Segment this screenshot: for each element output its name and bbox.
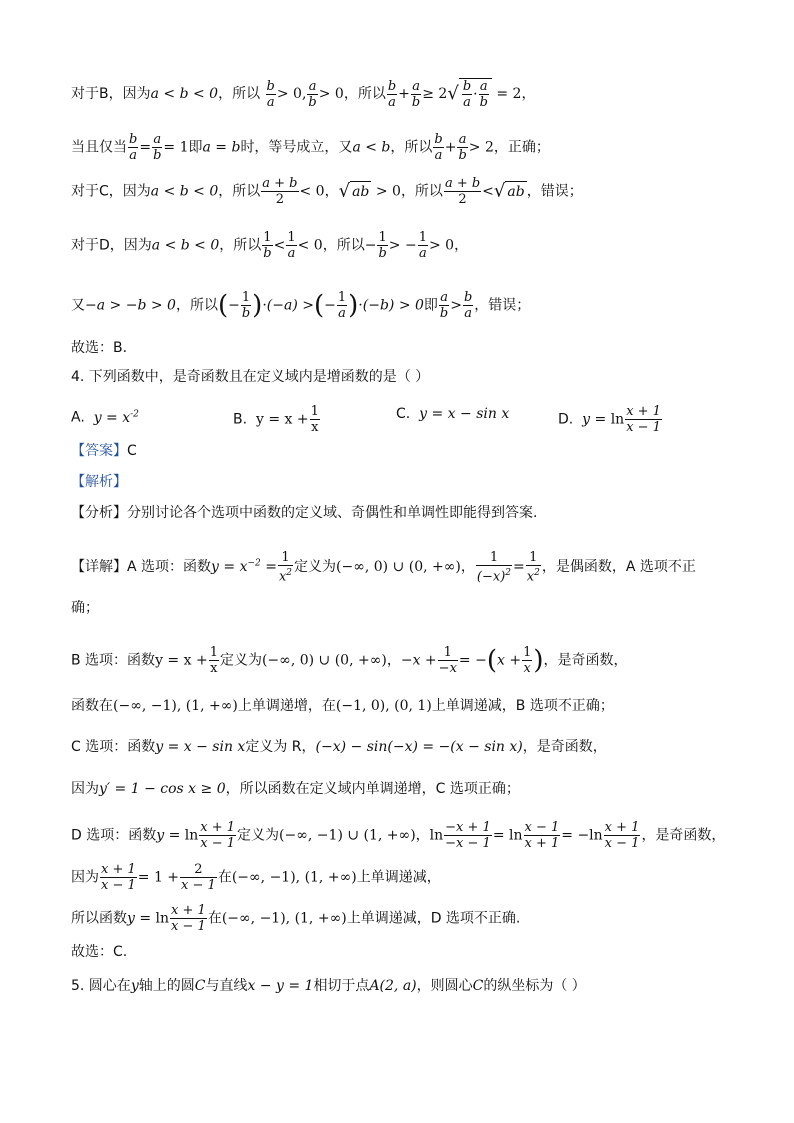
text-segment: ，所以 — [400, 183, 443, 200]
math-sqrt: √ $\frac{b}{a}$ · $\frac{a}{b}$ — [447, 78, 492, 110]
text-segment: 定义为 — [294, 559, 337, 576]
detail-d-line1: D 选项：函数y = ln $\frac{x + 1}{x - 1}$ 定义为(−∞, −1) ∪ (1, +∞)，ln $\frac{-x + 1}{-x - 1}$ = ln $\frac{x - 1}{x + 1}$ = −ln $\frac{x + 1}{x - 1}$ ，是奇函数， — [71, 820, 726, 851]
option-d-analysis-line: 对于D，因为a < b < 0，所以 $\frac{1}{b}$ < $\frac{1}{a}$ < 0，所以− $\frac{1}{b}$ > − $\frac{1}{a}$ > 0， — [71, 230, 469, 261]
text-segment: 即 — [423, 297, 438, 314]
text-segment: 与直线 — [205, 978, 248, 994]
text-segment: 5. 圆心在 — [71, 978, 131, 994]
option-label: A. — [71, 409, 85, 426]
text-segment: 相切于点 — [313, 978, 370, 994]
choose-b-line: 故选：B. — [71, 340, 128, 356]
text-segment: 上单调递减，B 选项不正确； — [431, 698, 614, 714]
detail-d-line2: 因为 $\frac{x + 1}{x - 1}$ = 1 + $\frac{2}{x - 1}$ 在(−∞, −1), (1, +∞)上单调递减， — [71, 862, 441, 893]
text-segment: 的纵坐标为（ ） — [483, 978, 586, 994]
math-fraction: $\frac{a}{b}$ — [308, 78, 317, 110]
math-inline: a < b — [352, 139, 391, 156]
option-label: D. — [558, 411, 574, 428]
text-segment: 上单调递减，D 选项不正确. — [346, 910, 521, 927]
text-segment: 即 — [188, 139, 203, 156]
option-b: B. y = x + $\frac{1}{x}$ — [233, 404, 319, 435]
math-fraction: $\frac{a + b}{2}$ — [262, 176, 298, 207]
option-b-analysis-line2: 当且仅当 $\frac{b}{a}$ = $\frac{a}{b}$ = 1即a = b时，等号成立，又a < b，所以 $\frac{b}{a}$ + $\frac{a}{b}$ > 2，正确； — [71, 132, 550, 163]
text-segment: ，所以 — [218, 86, 261, 102]
text-segment: ，正确； — [493, 139, 550, 156]
analysis-tag-line — [71, 472, 754, 492]
analysis-tag: 【解析】 — [71, 474, 127, 490]
text-segment: 对于D，因为 — [71, 237, 152, 254]
text-segment: 对于B，因为 — [71, 86, 151, 102]
text-segment: B 选项：函数 — [71, 652, 156, 669]
option-label: B. — [233, 411, 248, 428]
detail-d-line3: 所以函数y = ln $\frac{x + 1}{x - 1}$ 在(−∞, −1), (1, +∞)上单调递减，D 选项不正确. — [71, 903, 521, 934]
fenxi-line — [71, 503, 754, 523]
option-c-analysis-line: 对于C，因为a < b < 0，所以 $\frac{a + b}{2}$ < 0，√ ab > 0，所以 $\frac{a + b}{2}$ <√ ab ，错误； — [71, 176, 583, 207]
math-inline: a < b < 0 — [150, 183, 219, 200]
math-inline: a < b < 0 — [150, 86, 219, 102]
detail-b-line1: B 选项：函数y = x + $\frac{1}{x}$ 定义为(−∞, 0) ∪ (0, +∞)，−x + $\frac{1}{-x}$ = −(x + $\frac{1}{x}$ )，是奇函数， — [71, 645, 628, 676]
text-segment: ，所以 — [175, 297, 218, 314]
text-segment: ，错误； — [474, 297, 531, 314]
text-segment: 定义为 — [219, 652, 262, 669]
text-segment: ，是奇函数， — [641, 827, 726, 844]
math-fraction: $\frac{1}{a}$ — [287, 230, 296, 261]
option-d: D. y = ln $\frac{x + 1}{x - 1}$ — [558, 404, 661, 435]
option-a: A. $y = x^{-2}$ — [71, 409, 139, 426]
fenxi-text: 分别讨论各个选项中函数的定义域、奇偶性和单调性即能得到答案. — [127, 505, 538, 521]
math-fraction: $\frac{b}{a}$ — [434, 132, 443, 163]
text-segment: C 选项：函数 — [71, 739, 156, 755]
math-inline: a < b < 0 — [151, 237, 220, 254]
answer-value: C — [127, 443, 137, 459]
option-d-conclusion-line: 又−a > −b > 0，所以(− $\frac{1}{b}$ )·(−a) >(− $\frac{1}{a}$ )·(−b) > 0即 $\frac{a}{b}$ > $\frac{b}{a}$ ，错误； — [71, 290, 531, 321]
math-fraction: $\frac{a}{b}$ — [439, 290, 449, 321]
math-inline: −a > −b > 0 — [85, 297, 176, 314]
math-fraction: $\frac{1}{b}$ — [263, 230, 272, 261]
math-fraction: $\frac{a}{b}$ — [153, 132, 162, 163]
text-segment: ，错误； — [526, 183, 583, 200]
text-segment: ，所以函数在定义域内单调递增，C 选项正确； — [225, 781, 520, 797]
detail-a-line: 【详解】A 选项：函数$y = x^{-2}$ = $\frac{1}{x^2}$ 定义为(−∞, 0) ∪ (0, +∞)， $\frac{1}{(-x)^2}$ = $\frac{1}{x^2}$ ，是偶函数，A 选项不正 — [71, 550, 696, 585]
math-sqrt: √ ab — [338, 180, 370, 202]
text-segment: 在 — [217, 869, 232, 886]
math-fraction: $\frac{b}{a}$ — [129, 132, 138, 163]
math-fraction: $\frac{1}{a}$ — [418, 230, 427, 261]
text-segment: ，是奇函数， — [543, 652, 628, 669]
text-segment: 因为 — [71, 781, 99, 797]
text-segment: 又 — [71, 297, 85, 314]
question-4-title: 4. 下列函数中，是奇函数且在定义域内是增函数的是（ ） — [71, 369, 430, 385]
text-segment: 时，等号成立，又 — [240, 139, 353, 156]
math-fraction: $\frac{a + b}{2}$ — [444, 176, 481, 207]
question-5-title: 5. 圆心在y轴上的圆C与直线x − y = 1相切于点A(2, a)，则圆心C的纵坐标为（ ） — [71, 978, 586, 994]
text-segment: 定义为 — [237, 827, 280, 844]
math-fraction: $\frac{b}{a}$ — [387, 78, 397, 110]
text-segment: 所以函数 — [71, 910, 127, 927]
text-segment: ，所以 — [218, 183, 261, 200]
option-c: C. y = x − sin x — [396, 406, 510, 422]
text-segment: 当且仅当 — [71, 139, 127, 156]
math-inline: a = b — [202, 139, 241, 156]
detail-c-line1: C 选项：函数y = x − sin x定义为 R，(−x) − sin(−x) = −(x − sin x)，是奇函数， — [71, 739, 607, 755]
math-fraction: $\frac{a}{b}$ — [458, 132, 467, 163]
text-segment: D 选项：函数 — [71, 827, 157, 844]
math-fraction: $\frac{a}{b}$ — [411, 78, 421, 110]
text-segment: 轴上的圆 — [138, 978, 195, 994]
answer-line — [71, 441, 754, 461]
text-segment: 对于C，因为 — [71, 183, 151, 200]
text-segment: 因为 — [71, 869, 99, 886]
math-fraction: $\frac{b}{a}$ — [463, 290, 473, 321]
detail-b-line2: 函数在(−∞, −1), (1, +∞)上单调递增，在(−1, 0), (0, 1)上单调递减，B 选项不正确； — [71, 698, 614, 714]
choose-c-line: 故选：C. — [71, 944, 128, 960]
text-segment: 上单调递增，在 — [237, 698, 336, 714]
text-segment: A 选项：函数 — [127, 559, 212, 576]
math-fraction: $\frac{1}{b}$ — [241, 290, 251, 321]
detail-c-line2: 因为y′ = 1 − cos x ≥ 0，所以函数在定义域内单调递增，C 选项正确； — [71, 781, 520, 797]
text-segment: ，所以 — [343, 86, 386, 102]
text-segment: 在 — [207, 910, 222, 927]
text-segment: 函数在 — [71, 698, 113, 714]
option-b-analysis-line1: 对于B，因为a < b < 0，所以 $\frac{b}{a}$ > 0, $\frac{a}{b}$ > 0，所以 $\frac{b}{a}$ + $\frac{a}{b}$ ≥ 2√ $\frac{b}{a}$ · $\frac{a}{b}$ = 2， — [71, 78, 536, 110]
text-segment: ，则圆心 — [416, 978, 473, 994]
text-segment: ，所以 — [390, 139, 433, 156]
fenxi-tag: 【分析】 — [71, 505, 127, 521]
xiangjie-tag: 【详解】 — [71, 559, 127, 576]
text-segment: 上单调递减， — [356, 869, 441, 886]
answer-tag: 【答案】 — [71, 443, 127, 459]
text-segment: ，是偶函数，A 选项不正 — [541, 559, 696, 576]
math-fraction: $\frac{b}{a}$ — [266, 78, 275, 110]
option-label: C. — [396, 406, 411, 422]
text-segment: ，所以 — [322, 237, 365, 254]
text-segment: ，是奇函数， — [522, 739, 607, 755]
detail-a-cont: 确； — [71, 600, 99, 616]
math-fraction: $\frac{1}{a}$ — [337, 290, 347, 321]
math-sqrt: √ ab — [493, 180, 525, 202]
math-fraction: $\frac{1}{b}$ — [378, 230, 387, 261]
text-segment: 定义为 R， — [245, 739, 316, 755]
text-segment: ，所以 — [219, 237, 262, 254]
